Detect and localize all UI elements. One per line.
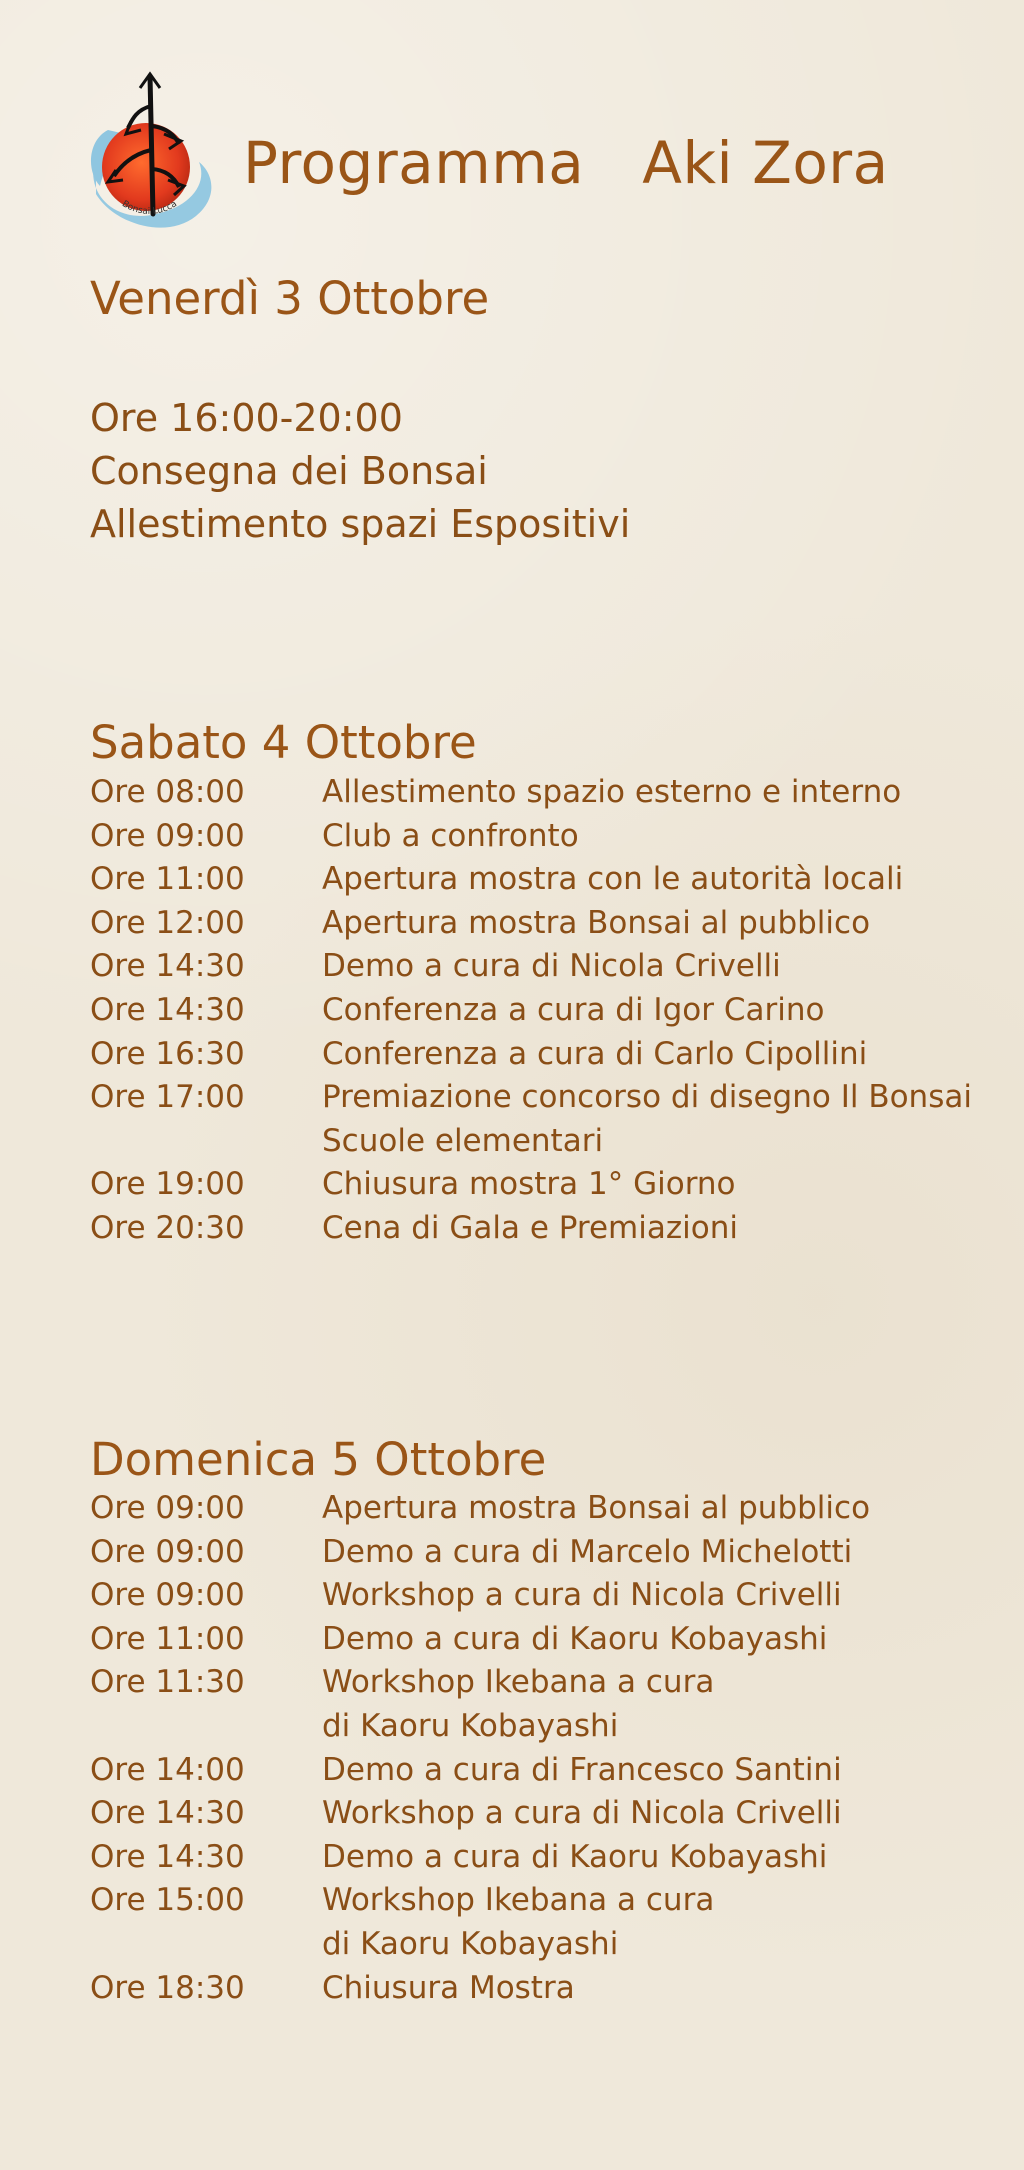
schedule-event: Workshop Ikebana a cura di Kaoru Kobayashi <box>322 1664 715 1744</box>
schedule-row <box>90 1661 990 1748</box>
schedule-event: Workshop Ikebana a cura di Kaoru Kobayashi <box>322 1882 715 1962</box>
schedule-event: Demo a cura di Marcelo Michelotti <box>322 1533 853 1570</box>
schedule-event: Chiusura Mostra <box>322 1969 575 2006</box>
schedule-row <box>90 771 990 815</box>
schedule-row <box>90 858 990 902</box>
schedule-time: Ore 19:00 <box>90 1166 245 1203</box>
bonsai-logo-icon <box>78 64 223 229</box>
schedule-event: Conferenza a cura di Igor Carino <box>322 991 825 1028</box>
schedule-time: Ore 09:00 <box>90 1577 245 1614</box>
schedule-event: Chiusura mostra 1° Giorno <box>322 1166 736 1203</box>
schedule-event: Apertura mostra con le autorità locali <box>322 861 904 898</box>
schedule-row <box>90 1076 990 1163</box>
title-aki-zora: Aki Zora <box>642 129 889 197</box>
schedule-row <box>90 1574 990 1618</box>
schedule-time: Ore 09:00 <box>90 817 245 854</box>
schedule-event: Demo a cura di Kaoru Kobayashi <box>322 1838 828 1875</box>
schedule-event: Apertura mostra Bonsai al pubblico <box>322 904 871 941</box>
sunday-schedule <box>90 1487 990 2010</box>
program-header <box>78 64 978 234</box>
logo-text: Bonsai Lucca <box>120 199 179 217</box>
schedule-row <box>90 815 990 859</box>
schedule-event: Demo a cura di Kaoru Kobayashi <box>322 1620 828 1657</box>
schedule-row <box>90 1879 990 1966</box>
schedule-time: Ore 11:30 <box>90 1664 245 1701</box>
friday-info <box>90 392 630 551</box>
schedule-time: Ore 14:00 <box>90 1751 245 1788</box>
day-title-sabato: Sabato 4 Ottobre <box>90 716 477 769</box>
schedule-time: Ore 14:30 <box>90 1795 245 1832</box>
schedule-row <box>90 902 990 946</box>
schedule-row <box>90 1033 990 1077</box>
schedule-event: Apertura mostra Bonsai al pubblico <box>322 1490 871 1526</box>
schedule-time: Ore 11:00 <box>90 1620 245 1657</box>
schedule-time: Ore 09:00 <box>90 1533 245 1570</box>
schedule-row <box>90 1749 990 1793</box>
schedule-event: Premiazione concorso di disegno Il Bonsai Scuole elementari <box>322 1079 972 1159</box>
schedule-time: Ore 14:30 <box>90 1838 245 1875</box>
schedule-row <box>90 1836 990 1880</box>
schedule-event: Workshop a cura di Nicola Crivelli <box>322 1795 842 1832</box>
schedule-event: Conferenza a cura di Carlo Cipollini <box>322 1035 868 1072</box>
saturday-schedule <box>90 771 990 1251</box>
schedule-time: Ore 14:30 <box>90 991 245 1028</box>
schedule-row <box>90 1207 990 1251</box>
friday-line: Consegna dei Bonsai <box>90 449 488 493</box>
schedule-time: Ore 08:00 <box>90 774 245 810</box>
schedule-row <box>90 1967 990 2011</box>
schedule-time: Ore 12:00 <box>90 904 245 941</box>
page-title <box>243 129 889 197</box>
schedule-event: Club a confronto <box>322 817 579 854</box>
schedule-event: Workshop a cura di Nicola Crivelli <box>322 1577 842 1614</box>
schedule-row <box>90 1531 990 1575</box>
schedule-row <box>90 1163 990 1207</box>
schedule-time: Ore 09:00 <box>90 1490 245 1526</box>
friday-line: Ore 16:00-20:00 <box>90 396 403 440</box>
schedule-event: Demo a cura di Nicola Crivelli <box>322 948 781 985</box>
schedule-row <box>90 945 990 989</box>
schedule-time: Ore 14:30 <box>90 948 245 985</box>
schedule-row <box>90 1618 990 1662</box>
schedule-time: Ore 16:30 <box>90 1035 245 1072</box>
schedule-row <box>90 989 990 1033</box>
schedule-time: Ore 15:00 <box>90 1882 245 1919</box>
title-programma: Programma <box>243 129 585 197</box>
schedule-row <box>90 1792 990 1836</box>
schedule-time: Ore 17:00 <box>90 1079 245 1116</box>
schedule-row <box>90 1487 990 1531</box>
schedule-time: Ore 20:30 <box>90 1209 245 1246</box>
schedule-event: Cena di Gala e Premiazioni <box>322 1209 738 1246</box>
schedule-event: Demo a cura di Francesco Santini <box>322 1751 842 1788</box>
day-title-venerdi: Venerdì 3 Ottobre <box>90 272 490 325</box>
schedule-event: Allestimento spazio esterno e interno <box>322 774 902 810</box>
schedule-time: Ore 18:30 <box>90 1969 245 2006</box>
friday-line: Allestimento spazi Espositivi <box>90 502 631 546</box>
day-title-domenica: Domenica 5 Ottobre <box>90 1433 547 1486</box>
schedule-time: Ore 11:00 <box>90 861 245 898</box>
